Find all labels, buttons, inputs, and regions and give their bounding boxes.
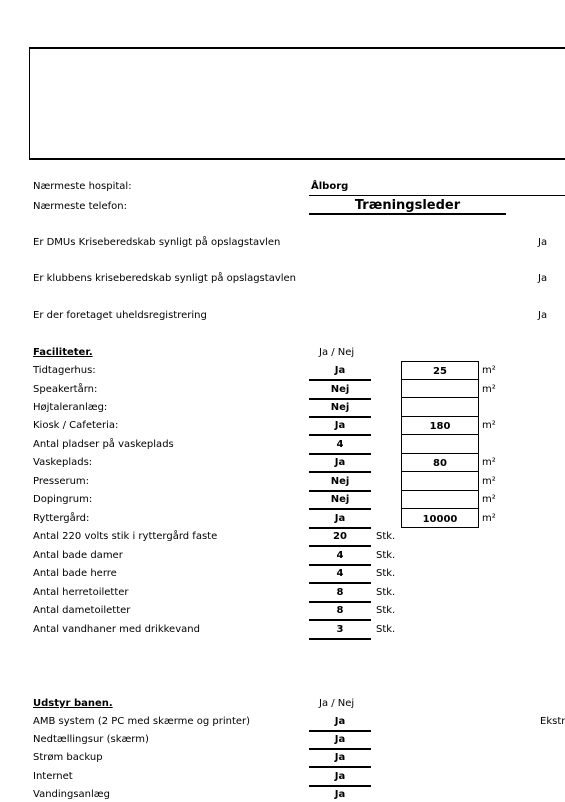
count-unit: Stk. [376, 605, 396, 616]
size-box [401, 509, 479, 528]
size-box [401, 472, 479, 491]
size-box [401, 491, 479, 509]
facility-label: Kiosk / Cafeteria: [33, 420, 119, 431]
size-box [401, 435, 479, 454]
count-label: Antal herretoiletter [33, 587, 129, 598]
facility-label: Vaskeplads: [33, 457, 93, 468]
facility-size: 10000 [422, 514, 458, 525]
equipment-label: Vandingsanlæg [33, 789, 110, 800]
question-club-label: Er klubbens kriseberedskab synligt på opslagstavlen [33, 273, 297, 284]
size-box [401, 380, 479, 398]
facility-unit: m² [482, 494, 496, 505]
facility-value: Nej [330, 402, 350, 413]
count-value: 20 [333, 531, 347, 542]
header-top-border [29, 47, 565, 49]
facility-label: Tidtagerhus: [33, 365, 96, 376]
facility-value-underline [309, 508, 371, 510]
phone-label: Nærmeste telefon: [33, 201, 127, 212]
facility-label: Højtaleranlæg: [33, 402, 108, 413]
facility-value: Ja [334, 365, 346, 376]
count-value: 8 [336, 587, 344, 598]
facility-size: 180 [429, 421, 451, 432]
equipment-col-header: Ja / Nej [319, 698, 355, 709]
facility-label: Dopingrum: [33, 494, 93, 505]
facility-value-underline [309, 490, 371, 492]
facilities-title: Faciliteter. [33, 347, 93, 358]
size-box [401, 398, 479, 417]
equipment-title: Udstyr banen. [33, 698, 113, 709]
facility-unit: m² [482, 384, 496, 395]
facility-value: Ja [334, 457, 346, 468]
facility-value-underline [309, 527, 371, 529]
count-unit: Stk. [376, 550, 396, 561]
count-value: 4 [336, 550, 344, 561]
facility-value-underline [309, 453, 371, 455]
question-dmu-label: Er DMUs Kriseberedskab synligt på opslagstavlen [33, 237, 281, 248]
count-label: Antal vandhaner med drikkevand [33, 624, 200, 635]
count-value-underline [309, 601, 371, 603]
facility-value-underline [309, 398, 371, 400]
count-value-underline [309, 545, 371, 547]
equipment-value-underline [309, 748, 371, 750]
size-box [401, 417, 479, 435]
facility-label: Antal pladser på vaskeplads [33, 439, 174, 450]
size-box [401, 454, 479, 472]
facility-value: Ja [334, 420, 346, 431]
question-dmu-answer: Ja [538, 237, 548, 248]
facility-label: Presserum: [33, 476, 90, 487]
question-registration-label: Er der foretaget uheldsregistrering [33, 310, 207, 321]
facility-value: Ja [334, 513, 346, 524]
count-unit: Stk. [376, 624, 396, 635]
facility-value: Nej [330, 384, 350, 395]
facility-value-underline [309, 416, 371, 418]
facility-value: 4 [336, 439, 344, 450]
equipment-value: Ja [334, 734, 346, 745]
equipment-label: AMB system (2 PC med skærme og printer) [33, 716, 251, 727]
count-unit: Stk. [376, 587, 396, 598]
header-bottom-border [29, 158, 565, 160]
equipment-label: Internet [33, 771, 73, 782]
equipment-value-underline [309, 730, 371, 732]
size-box [401, 361, 479, 380]
equipment-value: Ja [334, 716, 346, 727]
header-left-border [29, 47, 30, 159]
facility-size: 25 [433, 366, 447, 377]
equipment-value-underline [309, 766, 371, 768]
count-value: 8 [336, 605, 344, 616]
count-value-underline [309, 582, 371, 584]
phone-underline [309, 213, 506, 215]
facility-unit: m² [482, 420, 496, 431]
hospital-label: Nærmeste hospital: [33, 181, 132, 192]
facility-value-underline [309, 434, 371, 436]
count-value-underline [309, 619, 371, 621]
count-label: Antal bade damer [33, 550, 123, 561]
facility-unit: m² [482, 513, 496, 524]
equipment-value-underline [309, 785, 371, 787]
equipment-label: Nedtællingsur (skærm) [33, 734, 149, 745]
hospital-value: Ålborg [311, 181, 349, 192]
count-value-underline [309, 638, 371, 640]
facilities-col-header: Ja / Nej [319, 347, 355, 358]
facility-label: Ryttergård: [33, 513, 90, 524]
equipment-label: Strøm backup [33, 752, 103, 763]
equipment-extra-label: Ekstr [540, 716, 565, 727]
phone-value: Træningsleder [354, 198, 461, 213]
hospital-underline [309, 195, 565, 196]
equipment-value: Ja [334, 771, 346, 782]
count-value-underline [309, 564, 371, 566]
facility-value: Nej [330, 476, 350, 487]
count-unit: Stk. [376, 568, 396, 579]
facility-size: 80 [433, 458, 447, 469]
count-value: 3 [336, 624, 344, 635]
count-label: Antal dametoiletter [33, 605, 131, 616]
question-club-answer: Ja [538, 273, 548, 284]
facility-unit: m² [482, 457, 496, 468]
facility-label: Speakertårn: [33, 384, 98, 395]
equipment-value: Ja [334, 752, 346, 763]
facility-value: Nej [330, 494, 350, 505]
facility-value-underline [309, 379, 371, 381]
count-value: 4 [336, 568, 344, 579]
equipment-value: Ja [334, 789, 346, 800]
facility-unit: m² [482, 476, 496, 487]
facility-value-underline [309, 471, 371, 473]
count-unit: Stk. [376, 531, 396, 542]
question-registration-answer: Ja [538, 310, 548, 321]
count-label: Antal bade herre [33, 568, 117, 579]
facility-unit: m² [482, 365, 496, 376]
count-label: Antal 220 volts stik i ryttergård faste [33, 531, 218, 542]
